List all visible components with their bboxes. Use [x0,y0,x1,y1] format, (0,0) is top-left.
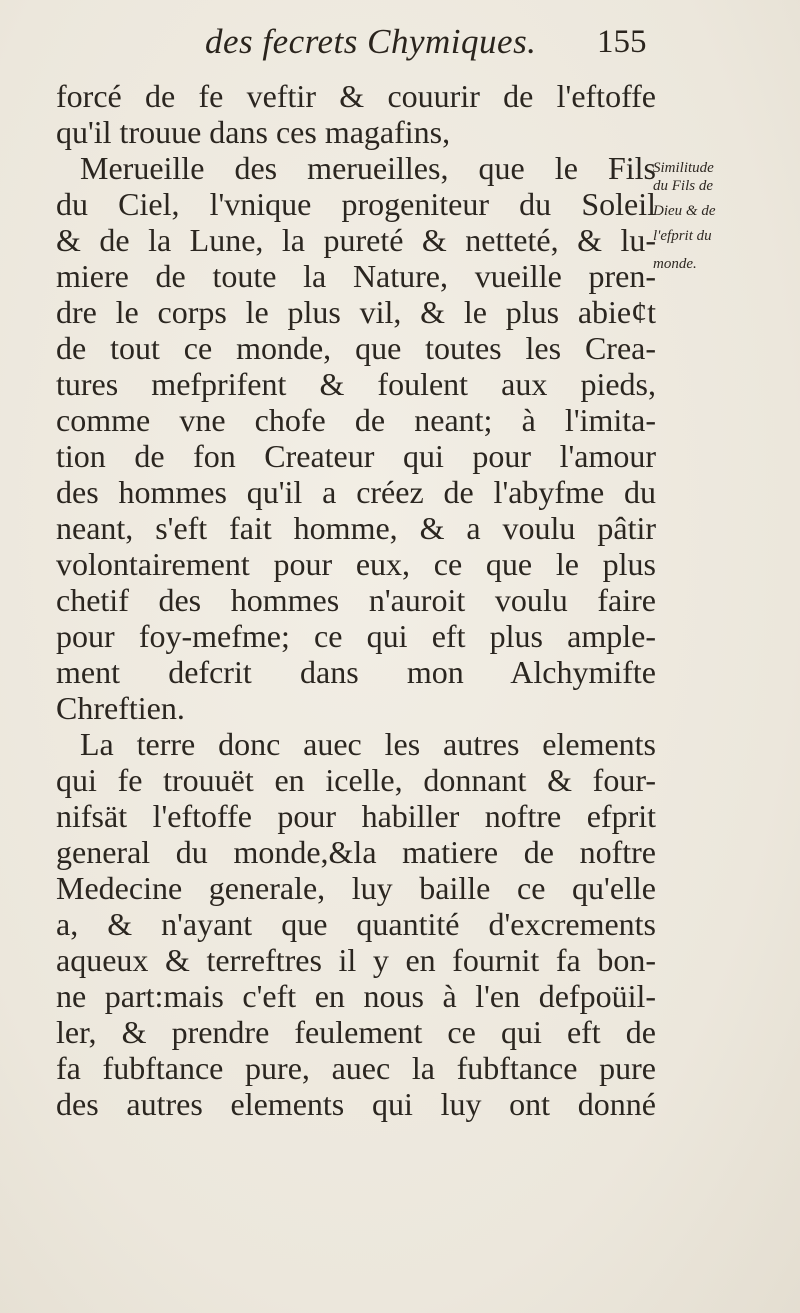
text-line: qui fe trouuët en icelle, donnant & four- [56,762,656,798]
page-header [0,18,800,66]
text-line: tures mefprifent & foulent aux pieds, [56,366,656,402]
text-line: volontairement pour eux, ce que le plus [56,546,656,582]
text-line: ler, & prendre feulement ce qui eft de [56,1014,656,1050]
text-line: fa fubftance pure, auec la fubftance pure [56,1050,656,1086]
text-line: chetif des hommes n'auroit voulu faire [56,582,656,618]
text-line: pour foy-mefme; ce qui eft plus ample- [56,618,656,654]
text-line: & de la Lune, la pureté & netteté, & lu- [56,222,656,258]
text-line: ne part:mais c'eft en nous à l'en defpoüil- [56,978,656,1014]
text-line: nifsät l'eftoffe pour habiller noftre efprit [56,798,656,834]
text-line: a, & n'ayant que quantité d'excrements [56,906,656,942]
text-line: des autres elements qui luy ont donné [56,1086,656,1122]
running-title: des fecrets Chymiques. [205,22,537,61]
text-line: La terre donc auec les autres elements [80,726,656,762]
margin-note-line: du Fils de [653,178,713,194]
text-line: aqueux & terreftres il y en fournit fa bon- [56,942,656,978]
text-line: Merueille des merueilles, que le Fils [80,150,656,186]
margin-note-line: l'efprit du [653,228,712,244]
margin-note-line: Dieu & de [653,203,716,219]
text-line: miere de toute la Nature, vueille pren- [56,258,656,294]
text-line: comme vne chofe de neant; à l'imita- [56,402,656,438]
text-line: ment defcrit dans mon Alchymifte [56,654,656,690]
text-line: general du monde,&la matiere de noftre [56,834,656,870]
margin-note-line: monde. [653,256,697,272]
text-line: Medecine generale, luy baille ce qu'elle [56,870,656,906]
text-line: de tout ce monde, que toutes les Crea- [56,330,656,366]
margin-note-line: Similitude [653,160,714,176]
text-line: Chreftien. [56,690,185,726]
text-line: tion de fon Createur qui pour l'amour [56,438,656,474]
text-line: des hommes qu'il a créez de l'abyfme du [56,474,656,510]
text-line: neant, s'eft fait homme, & a voulu pâtir [56,510,656,546]
text-line: forcé de fe veftir & couurir de l'eftoffe [56,78,656,114]
text-line: dre le corps le plus vil, & le plus abieȼt [56,294,656,330]
text-line: du Ciel, l'vnique progeniteur du Soleil [56,186,656,222]
page-number: 155 [597,24,647,60]
text-line: qu'il trouue dans ces magafins, [56,114,451,150]
